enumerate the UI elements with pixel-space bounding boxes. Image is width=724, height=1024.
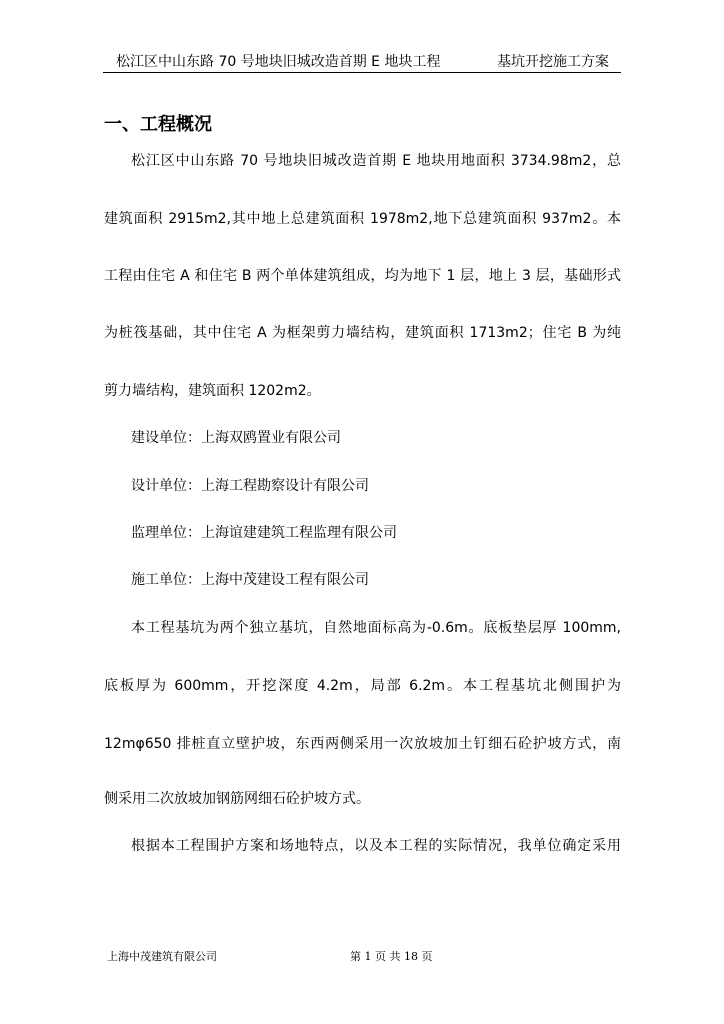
- paragraph-line: 本工程基坑为两个独立基坑，自然地面标高为-0.6m。底板垫层厚 100mm,: [131, 620, 621, 636]
- header-project-title: 松江区中山东路 70 号地块旧城改造首期 E 地块工程: [116, 54, 441, 70]
- paragraph-line: 松江区中山东路 70 号地块旧城改造首期 E 地块用地面积 3734.98m2，总: [131, 153, 621, 169]
- supervision-unit-line: 监理单位：上海谊建建筑工程监理有限公司: [131, 525, 397, 541]
- page-header: [103, 52, 621, 73]
- paragraph-line: 侧采用二次放坡加钢筋网细石砼护坡方式。: [104, 791, 370, 807]
- header-document-title: 基坑开挖施工方案: [497, 54, 609, 70]
- paragraph-line: 建筑面积 2915m2,其中地上总建筑面积 1978m2,地下总建筑面积 937m2。本: [104, 211, 621, 227]
- paragraph-line: 底板厚为 600mm，开挖深度 4.2m，局部 6.2m。本工程基坑北侧围护为: [104, 678, 621, 694]
- paragraph-line: 12mφ650 排桩直立壁护坡，东西两侧采用一次放坡加土钉细石砼护坡方式，南: [104, 736, 621, 752]
- section-heading: 一、工程概况: [104, 114, 212, 135]
- construction-unit-line: 建设单位：上海双鸥置业有限公司: [131, 430, 341, 446]
- design-unit-line: 设计单位：上海工程勘察设计有限公司: [131, 478, 369, 494]
- footer-company: 上海中茂建筑有限公司: [107, 950, 217, 963]
- paragraph-line: 剪力墙结构，建筑面积 1202m2。: [104, 383, 321, 399]
- paragraph-line: 工程由住宅 A 和住宅 B 两个单体建筑组成，均为地下 1 层，地上 3 层，基础形式: [104, 268, 621, 284]
- footer-page-number: 第 1 页 共 18 页: [350, 950, 433, 963]
- paragraph-line: 为桩筏基础，其中住宅 A 为框架剪力墙结构，建筑面积 1713m2；住宅 B 为纯: [104, 325, 621, 341]
- contractor-unit-line: 施工单位：上海中茂建设工程有限公司: [131, 572, 369, 588]
- paragraph-line: 根据本工程围护方案和场地特点，以及本工程的实际情况，我单位确定采用: [131, 838, 621, 854]
